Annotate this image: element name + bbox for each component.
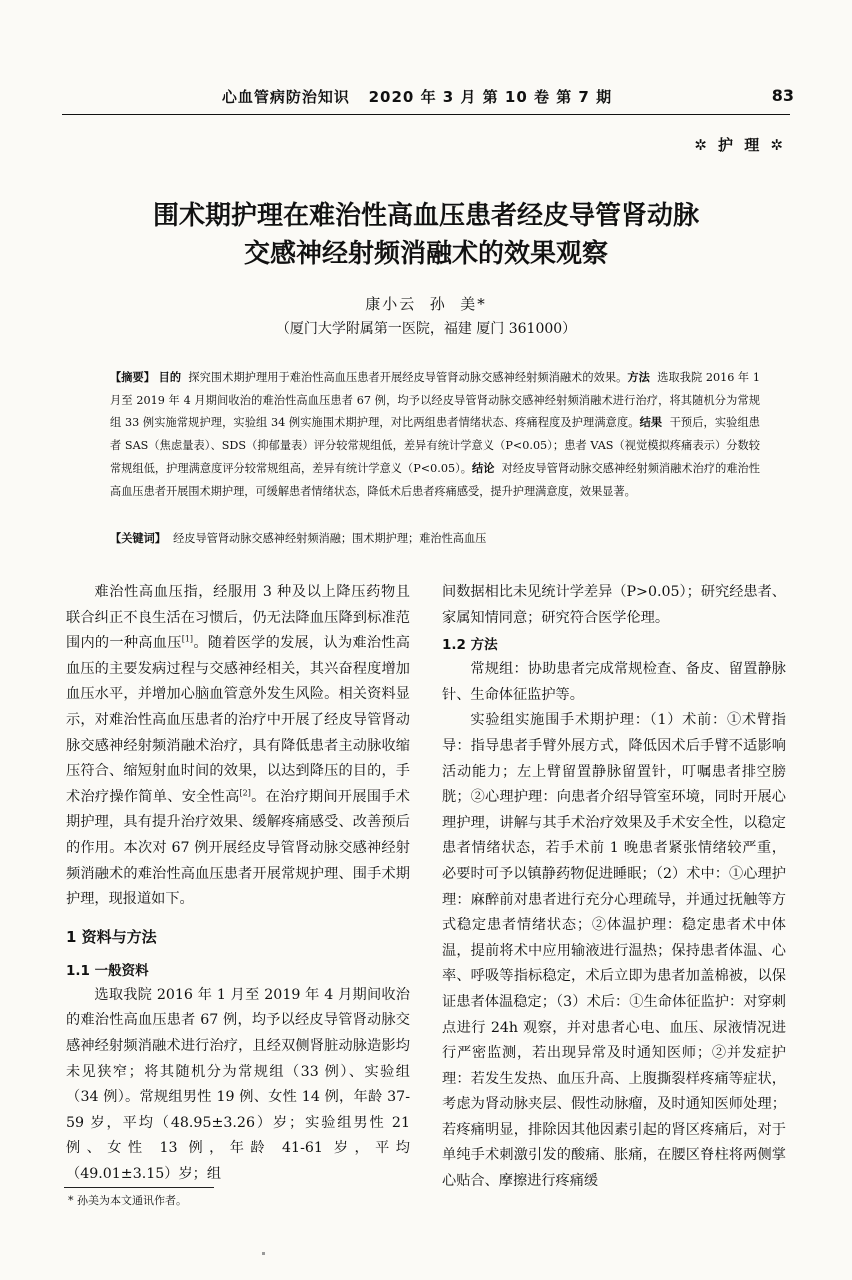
journal-name: 心血管病防治知识 <box>221 88 350 106</box>
authors: 康小云 孙 美* <box>365 295 487 313</box>
section-heading-1-2: 1.2 方法 <box>442 637 498 654</box>
intro-paragraph <box>66 580 410 913</box>
page-number: 83 <box>771 86 794 105</box>
header-rule <box>62 114 790 115</box>
abstract-label: 【摘要】 <box>110 371 156 384</box>
scan-dot <box>262 1252 265 1255</box>
keywords-label: 【关键词】 <box>110 532 166 545</box>
footnote: * 孙美为本文通讯作者。 <box>68 1194 187 1207</box>
results-label: 结果 <box>639 416 663 430</box>
journal-issue-line <box>40 86 794 107</box>
running-header <box>40 86 794 112</box>
keywords-text: 经皮导管肾动脉交感神经射频消融；围术期护理；难治性高血压 <box>173 532 487 545</box>
section-tag: ✲ 护 理 ✲ <box>694 136 786 154</box>
issue-info: 2020 年 3 月 第 10 卷 第 7 期 <box>368 88 613 106</box>
title-line-2: 交感神经射频消融术的效果观察 <box>243 239 608 269</box>
citation-2: [2] <box>239 788 251 798</box>
title-line-1: 围术期护理在难治性高血压患者经皮导管肾动脉 <box>152 201 699 231</box>
objective-label: 目的 <box>158 371 182 384</box>
article-title <box>90 197 762 273</box>
conclusion-label: 结论 <box>472 461 495 475</box>
methods-text: 选取我院 2016 年 1 月至 2019 年 4 月期间收治的难治性高血压患者 67 例，均予以经皮导管肾动脉交感神经射频消融术进行治疗，将其随机分为常规组 33 例实施常规护理，实验组 34 例实施围术期护理，对比两组患者情绪状态、疼痛程度及护理满意度。 <box>110 371 760 430</box>
left-column <box>66 580 410 1187</box>
continuation-paragraph: 间数据相比未见统计学差异（P>0.05）；研究经患者、家属知情同意；研究符合医学伦理。 <box>442 584 786 626</box>
intro-text-b: 。随着医学的发展，认为难治性高血压的主要发病过程与交感神经相关，其兴奋程度增加血压水平，并增加心脑血管意外发生风险。相关资料显示，对难治性高血压患者的治疗中开展了经皮导管肾动脉交感神经射频消融术治疗，具有降低患者主动脉收缩压符合、缩短射血时间的效果，以达到降压的目的，手术治疗操作简单、安全性高 <box>66 635 410 805</box>
routine-group-paragraph: 常规组：协助患者完成常规检查、备皮、留置静脉针、生命体征监护等。 <box>442 661 786 703</box>
intro-text-c: 。在治疗期间开展围手术期护理，具有提升治疗效果、缓解疼痛感受、改善预后的作用。本次对 67 例开展经皮导管肾动脉交感神经射频消融术的难治性高血压患者开展常规护理、围手术期护理，现报道如下。 <box>66 788 410 908</box>
footnote-rule <box>64 1187 214 1188</box>
methods-label: 方法 <box>627 371 650 384</box>
section-heading-1: 1 资料与方法 <box>66 927 157 946</box>
experimental-group-paragraph: 实验组实施围手术期护理：（1）术前：①术臂指导：指导患者手臂外展方式，降低因术后手臂不适影响活动能力；左上臂留置静脉留置针，叮嘱患者排空膀胱；②心理护理：向患者介绍导管室环境，同时开展心理护理，讲解与其手术治疗效果及手术安全性，以稳定患者情绪状态，若手术前 1 晚患者紧张情绪较严重，必要时可予以镇静药物促进睡眠；（2）术中：①心理护理：麻醉前对患者进行充分心理疏导，并通过抚触等方式稳定患者情绪状态；②体温护理：稳定患者术中体温，提前将术中应用输液进行温热；保持患者体温、心率、呼吸等指标稳定，术后立即为患者加盖棉被，以保证患者体温稳定；（3）术后：①生命体征监护：对穿刺点进行 24h 观察，并对患者心电、血压、尿液情况进行严密监测，若出现异常及时通知医师；②并发症护理：若发生发热、血压升高、上腹撕裂样疼痛等症状，考虑为肾动脉夹层、假性动脉瘤，及时通知医师处理；若疼痛明显，排除因其他因素引起的肾区疼痛后，对于单纯手术刺激引发的酸痛、胀痛，在腰区脊柱将两侧掌心贴合、摩擦进行疼痛缓 <box>442 712 786 1190</box>
intro-text-a: 难治性高血压指，经服用 3 种及以上降压药物且联合纠正不良生活在习惯后，仍无法降血压降到标准范围内的一种高血压 <box>66 584 410 652</box>
general-data-paragraph: 选取我院 2016 年 1 月至 2019 年 4 月期间收治的难治性高血压患者 67 例，均予以经皮导管肾动脉交感神经射频消融术进行治疗，且经双侧肾脏动脉造影均未见狭窄；将其随机分为常规组（33 例）、实验组（34 例）。常规组男性 19 例、女性 14 例，年龄 37-59 岁，平均（48.95±3.26）岁；实验组男性 21 例、女性 13 例，年龄 41-61 岁，平均（49.01±3.15）岁；组 <box>66 986 410 1182</box>
keywords <box>110 529 760 549</box>
results-text: 干预后，实验组患者 SAS（焦虑量表）、SDS（抑郁量表）评分较常规组低，差异有统计学意义（P<0.05）；患者 VAS（视觉模拟疼痛表示）分数较常规组低，护理满意度评分较常规组高，差异有统计学意义（P<0.05）。 <box>110 416 760 475</box>
right-column <box>442 580 786 1195</box>
conclusion-text: 对经皮导管肾动脉交感神经射频消融术治疗的难治性高血压患者开展围术期护理，可缓解患者情绪状态，降低术后患者疼痛感受，提升护理满意度，效果显著。 <box>110 461 760 498</box>
section-heading-1-1: 1.1 一般资料 <box>66 962 149 979</box>
objective-text: 探究围术期护理用于难治性高血压患者开展经皮导管肾动脉交感神经射频消融术的效果。 <box>188 371 628 384</box>
citation-1: [1] <box>181 634 194 644</box>
abstract <box>110 367 760 503</box>
affiliation: （厦门大学附属第一医院，福建 厦门 361000） <box>275 321 577 337</box>
